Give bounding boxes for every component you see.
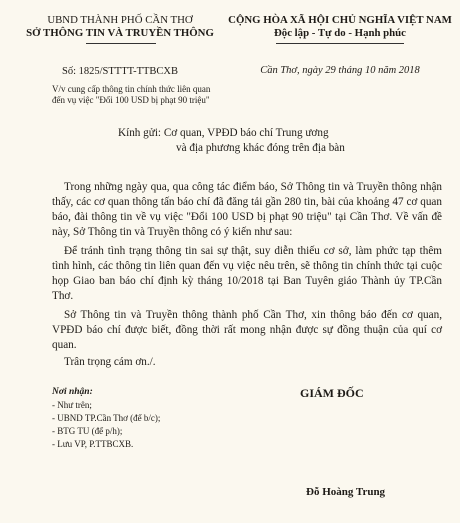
motto: Độc lập - Tự do - Hạnh phúc [274, 27, 406, 39]
authority-parent: UBND THÀNH PHỐ CẦN THƠ [47, 14, 193, 26]
recipient-block [118, 126, 345, 156]
subject-line-1: V/v cung cấp thông tin chính thức liên quan [52, 84, 211, 94]
recipient-item: - Lưu VP, P.TTBCXB. [52, 439, 134, 449]
document-number: Số: 1825/STTTT-TTBCXB [62, 66, 178, 77]
country-name: CỘNG HÒA XÃ HỘI CHỦ NGHĨA VIỆT NAM [228, 14, 452, 26]
national-motto [225, 14, 455, 40]
body-paragraph-3: Sở Thông tin và Truyền thông thành phố Cần Thơ, xin thông báo đến cơ quan, VPĐD báo chí được biết, đồng thời rất mong nhận được sự đồng thuận của quí cơ quan. [52, 309, 442, 351]
document-date: Cần Thơ, ngày 29 tháng 10 năm 2018 [260, 65, 420, 76]
recipient-item: - BTG TU (để p/h); [52, 426, 123, 436]
motto-underline [276, 43, 404, 44]
authority-name: SỞ THÔNG TIN VÀ TRUYỀN THÔNG [26, 27, 214, 39]
recipient-item: - UBND TP.Cần Thơ (để b/c); [52, 413, 161, 423]
recipient-line-2: và địa phương khác đóng trên địa bàn [176, 142, 345, 154]
recipient-item: - Như trên; [52, 400, 92, 410]
subject [52, 84, 252, 106]
signer-title: GIÁM ĐỐC [300, 386, 364, 400]
subject-line-2: đến vụ việc "Đối 100 USD bị phạt 90 triệu" [52, 95, 210, 105]
closing-line: Trân trọng cám ơn./. [64, 356, 156, 368]
body-paragraph-2: Để tránh tình trạng thông tin sai sự thật, suy diễn thiếu cơ sở, làm phức tạp thêm tình hình, các thông tin liên quan đến vụ việc nêu trên, sẽ thông tin chính thức tại cuộc họp Giao ban báo chí định kỳ tháng 10/2018 tại Ban Tuyên giáo Thành ủy TP.Cần Thơ. [52, 245, 442, 302]
recipient-line-1: Kính gửi: Cơ quan, VPĐD báo chí Trung ương [118, 127, 329, 139]
recipients-list [52, 386, 160, 451]
body-paragraph-1: Trong những ngày qua, qua công tác điểm báo, Sở Thông tin và Truyền thông nhận thấy, các cơ quan thông tấn báo chí đã đăng tải gần 280 tin, bài của khoảng 47 cơ quan báo, đài thông tin về vụ việc "Đổi 100 USD bị phạt 90 triệu" tại Cần Thơ. Về vấn đề này, Sở Thông tin và Truyền thông có ý kiến như sau: [52, 181, 442, 238]
issuing-authority [20, 14, 220, 40]
recipients-title: Nơi nhận: [52, 387, 93, 397]
authority-underline [86, 43, 156, 44]
signer-name: Đỗ Hoàng Trung [306, 486, 386, 498]
